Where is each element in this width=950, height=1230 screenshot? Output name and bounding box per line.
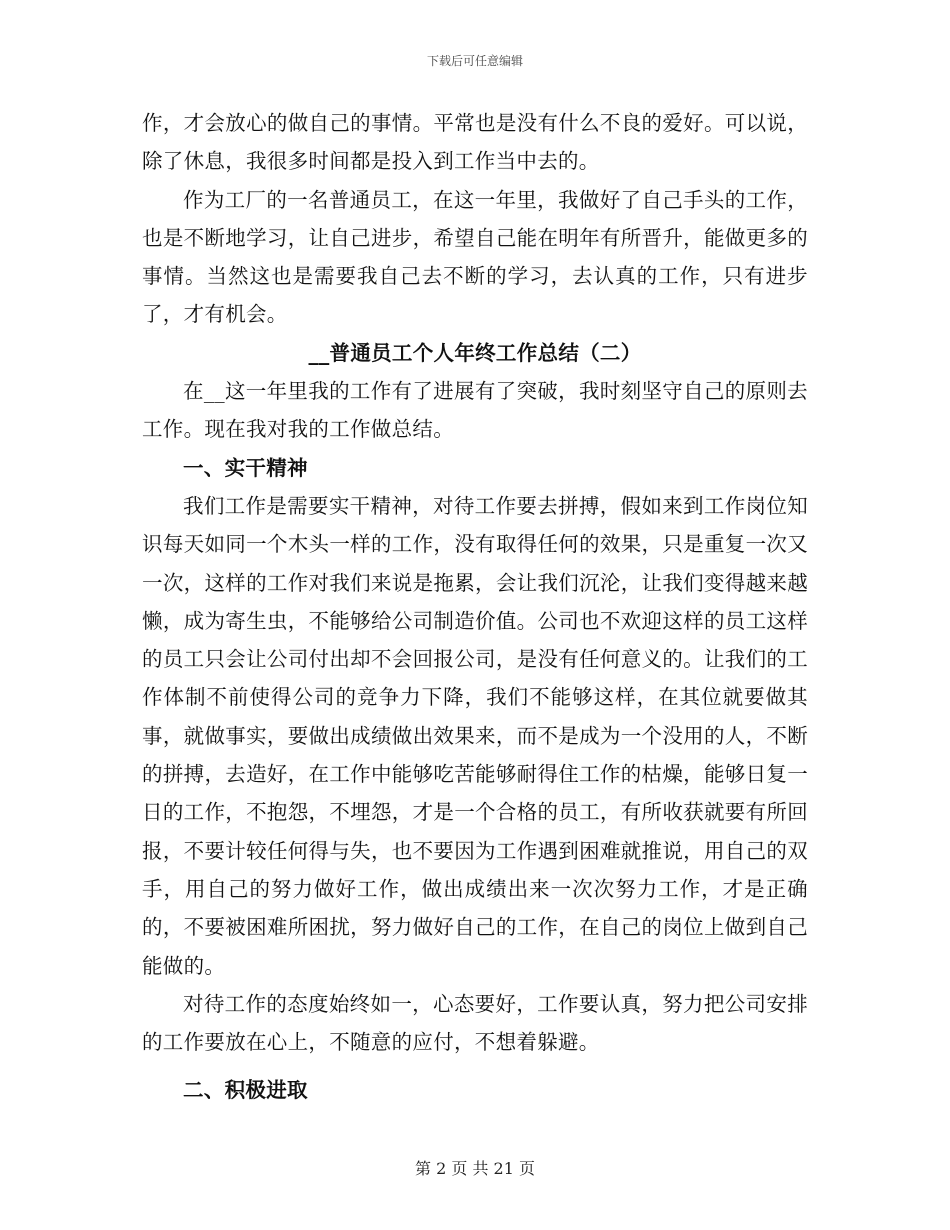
paragraph: 我们工作是需要实干精神，对待工作要去拼搏，假如来到工作岗位知识每天如同一个木头一样的工作，没有取得任何的效果，只是重复一次又一次，这样的工作对我们来说是拖累，会让我们沉沦，让我们变得越来越懒，成为寄生虫，不能够给公司制造价值。公司也不欢迎这样的员工这样的员工只会让公司付出却不会回报公司，是没有任何意义的。让我们的工作体制不前使得公司的竞争力下降，我们不能够这样，在其位就要做其事，就做事实，要做出成绩做出效果来，而不是成为一个没用的人，不断的拼搏，去造好，在工作中能够吃苦能够耐得住工作的枯燥，能够日复一日的工作，不抱怨，不埋怨，才是一个合格的员工，有所收获就要有所回报，不要计较任何得与失，也不要因为工作遇到困难就推说，用自己的双手，用自己的努力做好工作，做出成绩出来一次次努力工作，才是正确的，不要被困难所困扰，努力做好自己的工作，在自己的岗位上做到自己能做的。 xyxy=(142,493,808,978)
paragraph: 作，才会放心的做自己的事情。平常也是没有什么不良的爱好。可以说，除了休息，我很多时间都是投入到工作当中去的。 xyxy=(142,111,808,174)
page-footer: 第 2 页 共 21 页 xyxy=(415,1159,535,1178)
page-header: 下载后可任意编辑 xyxy=(426,54,523,68)
paragraph: 作为工厂的一名普通员工，在这一年里，我做好了自己手头的工作，也是不断地学习，让自己进步，希望自己能在明年有所晋升，能做更多的事情。当然这也是需要我自己去不断的学习，去认真的工作，只有进步了，才有机会。 xyxy=(142,187,808,327)
section-title: __普通员工个人年终工作总结（二） xyxy=(308,340,642,365)
heading-1: 一、实干精神 xyxy=(183,455,308,480)
document-body xyxy=(142,104,808,1110)
paragraph: 对待工作的态度始终如一，心态要好，工作要认真，努力把公司安排的工作要放在心上，不随意的应付，不想着躲避。 xyxy=(142,991,808,1055)
paragraph: 在__这一年里我的工作有了进展有了突破，我时刻坚守自己的原则去工作。现在我对我的工作做总结。 xyxy=(142,379,808,442)
heading-2: 二、积极进取 xyxy=(183,1078,308,1103)
